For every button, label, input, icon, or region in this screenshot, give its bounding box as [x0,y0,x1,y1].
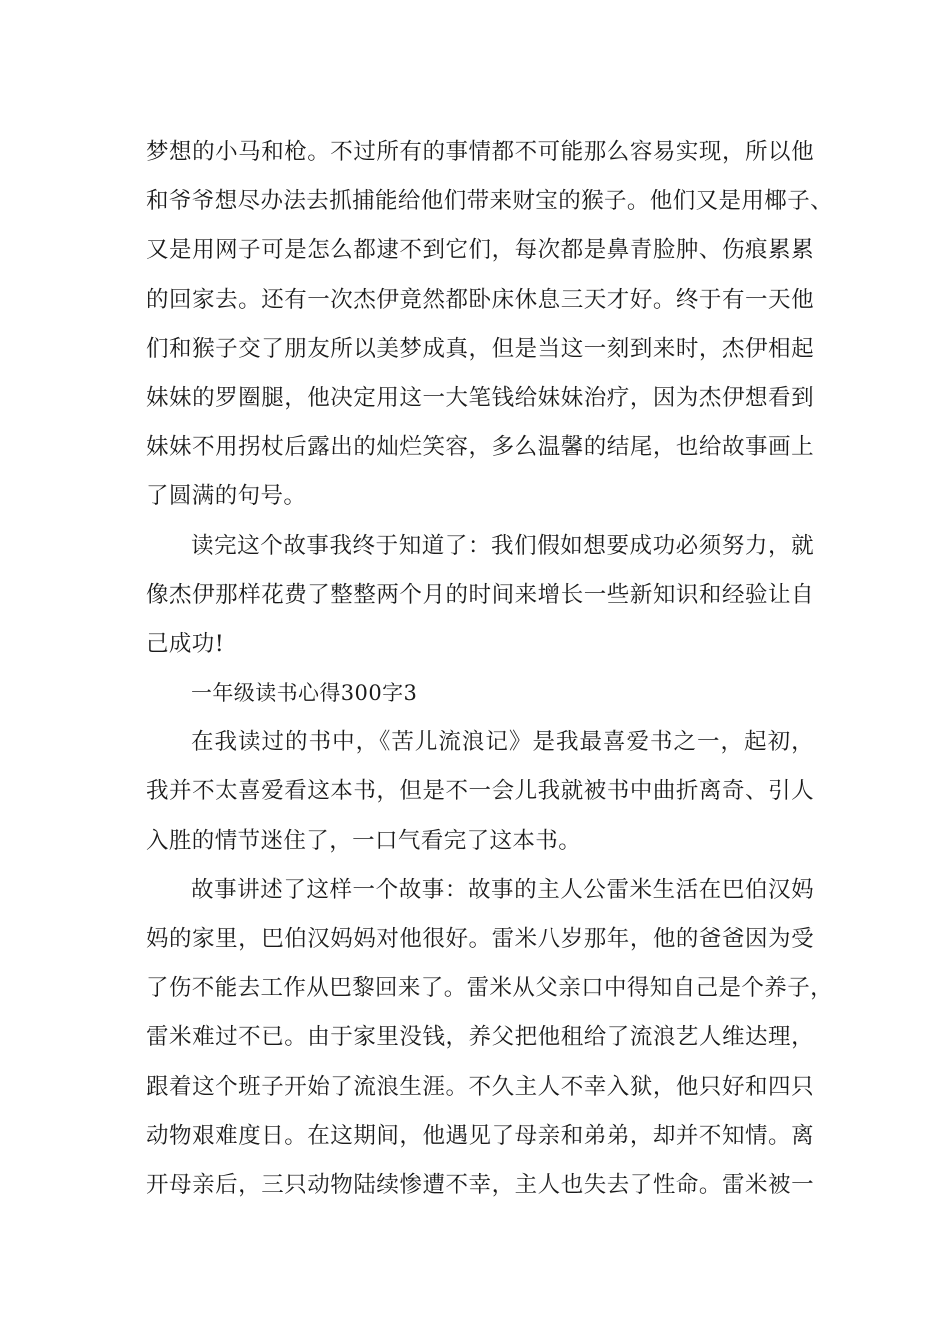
text-line: 妹妹的罗圈腿，他决定用这一大笔钱给妹妹治疗，因为杰伊想看到 [146,384,814,411]
text-line: 故事讲述了这样一个故事：故事的主人公雷米生活在巴伯汉妈 [191,876,814,903]
text-line: 又是用网子可是怎么都逮不到它们，每次都是鼻青脸肿、伤痕累累 [146,237,814,264]
text-line: 跟着这个班子开始了流浪生涯。不久主人不幸入狱，他只好和四只 [146,1073,814,1100]
paragraph-book-intro [146,718,814,866]
text-line: 动物艰难度日。在这期间，他遇见了母亲和弟弟，却并不知情。离 [146,1122,814,1149]
text-line: 的回家去。还有一次杰伊竟然都卧床休息三天才好。终于有一天他 [146,286,814,313]
paragraph-story-summary [146,866,834,1210]
text-line: 我并不太喜爱看这本书，但是不一会儿我就被书中曲折离奇、引人 [146,778,814,805]
text-line: 梦想的小马和枪。不过所有的事情都不可能那么容易实现，所以他 [146,139,814,165]
paragraph-story-ending [146,128,834,522]
text-line: 和爷爷想尽办法去抓捕能给他们带来财宝的猴子。他们又是用椰子、 [146,188,834,215]
text-line: 妈的家里，巴伯汉妈妈对他很好。雷米八岁那年，他的爸爸因为受 [146,926,814,952]
section-title: 一年级读书心得300字3 [191,681,418,706]
text-line: 了伤不能去工作从巴黎回来了。雷米从父亲口中得知自己是个养子， [146,975,834,1002]
text-line: 己成功! [146,630,225,657]
text-line: 读完这个故事我终于知道了：我们假如想要成功必须努力，就 [191,532,814,559]
paragraph-reflection [146,522,814,670]
text-line: 妹妹不用拐杖后露出的灿烂笑容，多么温馨的结尾，也给故事画上 [146,434,814,461]
text-line: 入胜的情节迷住了，一口气看完了这本书。 [146,827,582,854]
text-line: 们和猴子交了朋友所以美梦成真，但是当这一刻到来时，杰伊相起 [146,335,814,362]
text-line: 雷米难过不已。由于家里没钱，养父把他租给了流浪艺人维达理， [146,1024,814,1051]
text-line: 像杰伊那样花费了整整两个月的时间来增长一些新知识和经验让自 [146,581,814,608]
text-line: 开母亲后，三只动物陆续惨遭不幸，主人也失去了性命。雷米被一 [146,1171,814,1198]
section-heading [146,669,814,718]
text-line: 在我读过的书中，《苦儿流浪记》是我最喜爱书之一，起初， [191,729,814,756]
document-body [146,128,834,1210]
text-line: 了圆满的句号。 [146,483,307,510]
